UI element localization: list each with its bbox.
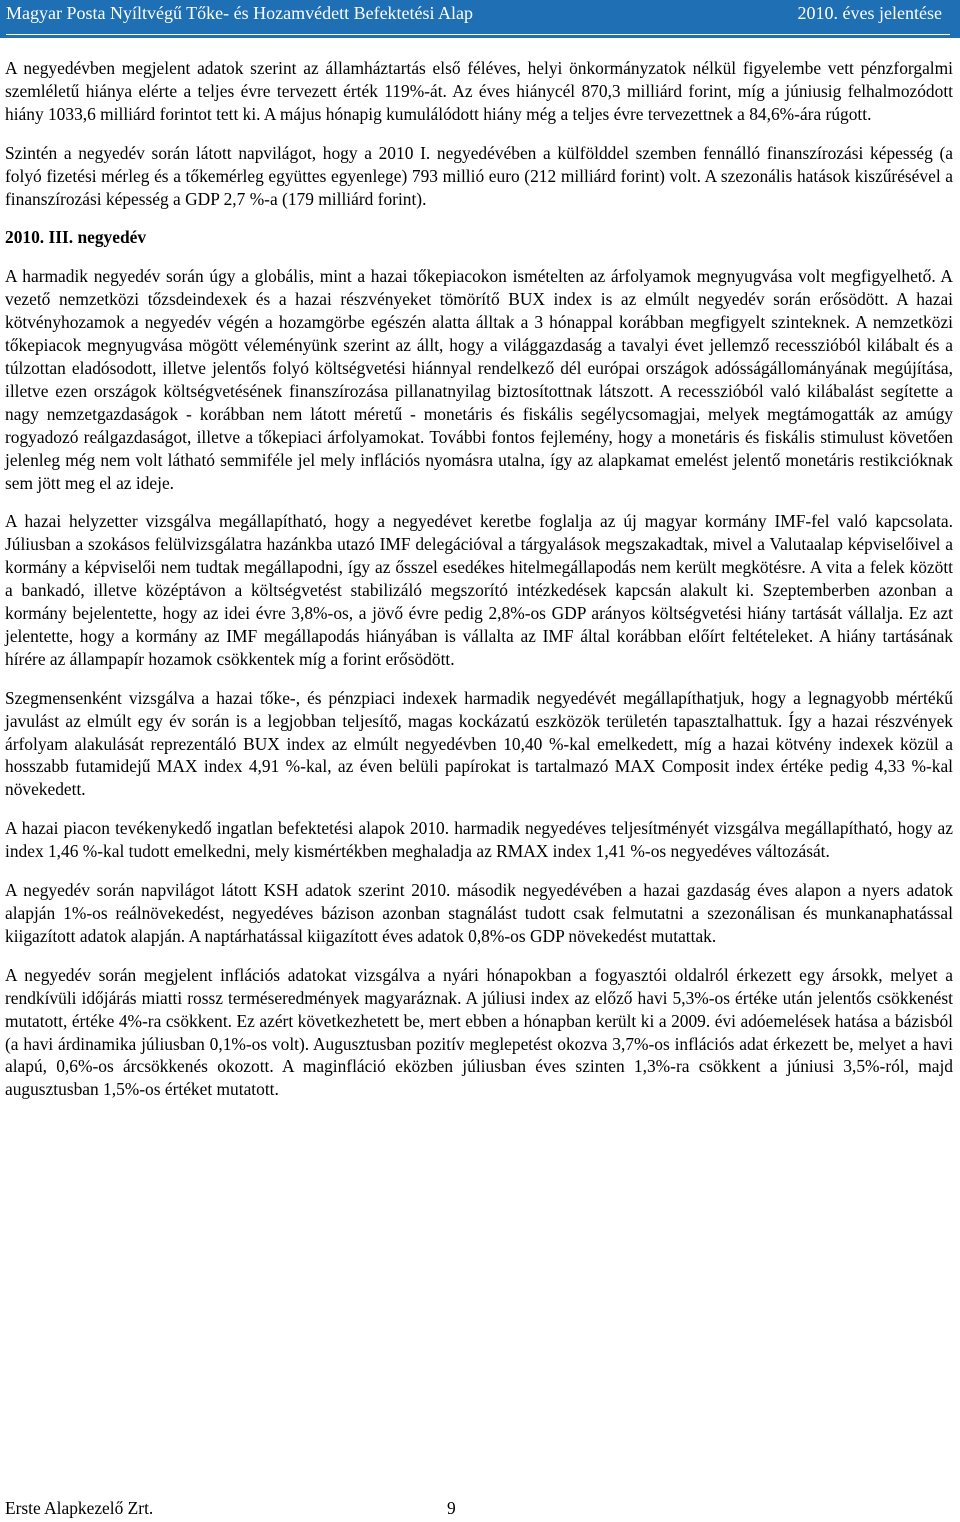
paragraph-inflation-data: A negyedév során megjelent inflációs adatokat vizsgálva a nyári hónapokban a fogyasztói oldalról érkezett egy ársokk, melyet a rendkívüli időjárás miatti rossz terméseredmények magyaráznak. A júliusi index az előző havi 5,3%-os értéke után jelentős csökkenést mutatott, értéke 4%-ra csökkent. Ez azért következhetett be, mert ebben a hónapban került ki a 2009. évi adóemelések hatása a bázisból (a havi árdinamika júliusban 0,1%-os volt). Augusztusban pozitív meglepetést okozva 3,7%-os inflációs adat érkezett be, melyet a havi alapú, 0,6%-os árcsökkenés okozott. A maginfláció eközben júliusban éves szinten 1,3%-ra csökkent a júniusi 3,5%-ról, majd augusztusban 1,5%-os értéket mutatott. [5,964,953,1100]
fund-name: Magyar Posta Nyíltvégű Tőke- és Hozamvédett Befektetési Alap [6,3,474,23]
section-heading: 2010. III. negyedév [5,227,147,248]
paragraph-capital-markets: A harmadik negyedév során úgy a globális, mint a hazai tőkepiacokon ismételten az árfolyamok megnyugvása volt megfigyelhető. A vezető nemzetközi tőzsdeindexek és a hazai részvényeket tömörítő BUX index is az elmúlt negyedév során erősödött. A hazai kötvényhozamok a negyedév végén a hozamgörbe egészén alatta álltak a 3 hónappal korábban megfigyelt szinteknek. A nemzetközi tőkepiacok megnyugvása mögött véleményünk szerint az állt, hogy a világgazdaság a tavalyi évet jellemző recesszióból kilábalt és a túlzottan eladósodott, illetve jelentős folyó költségvetési hiánnyal rendelkező dél európai országok adósságállományának megújítása, illetve ezen országok költségvetésének finanszírozása pillanatnyilag biztosítottnak látszott. A recesszióból való kilábalást segítette a nagy nemzetgazdaságok - korábban nem látott méretű - monetáris és fiskális segélycsomagjai, melyek megtámogatták az amúgy rogyadozó reálgazdaságot, illetve a tőkepiaci árfolyamokat. További fontos fejlemény, hogy a monetáris és fiskális stimulust követően jelenleg még nem volt látható semmiféle jel mely inflációs nyomásra utalna, így az alapkamat emelést jelentő monetáris restikcióknak sem jött meg el az ideje. [5,266,953,493]
paragraph-financing-capacity: Szintén a negyedév során látott napvilágot, hogy a 2010 I. negyedévében a külfölddel szemben fennálló finanszírozási képesség (a folyó fizetési mérleg és a tőkemérleg együttes egyenlege) 793 millió euro (212 milliárd forint) volt. A szezonális hatások kiszűrésével a finanszírozási képesség a GDP 2,7 %-a (179 milliárd forint). [5,142,953,209]
report-title: 2010. éves jelentése [797,3,942,23]
paragraph-gdp-data: A negyedév során napvilágot látott KSH adatok szerint 2010. második negyedévében a hazai gazdaság éves alapon a nyers adatok alapján 1%-os reálnövekedést, negyedéves bázison azonban stagnálást tudott csak felmutatni a szezonálisan és munkanaphatással kiigazított adatok alapján. A naptárhatással kiigazított éves adatok 0,8%-os GDP növekedést mutattak. [5,880,953,946]
paragraph-budget-deficit: A negyedévben megjelent adatok szerint az államháztartás első féléves, helyi önkormányzatok nélkül figyelembe vett pénzforgalmi szemléletű hiánya elérte a teljes évre tervezett érték 119%-át. Az éves hiánycél 870,3 milliárd forint, míg a júniusig felhalmozódott hiány 1033,6 milliárd forintot tett ki. A május hónapig kumulálódott hiány még a teljes évre tervezettnek a 84,6%-ára rúgott. [5,58,953,124]
page-number: 9 [447,1498,456,1518]
report-body [5,57,953,1101]
page-footer [5,1497,953,1519]
header-divider [6,34,950,35]
paragraph-imf-relations: A hazai helyzetter vizsgálva megállapítható, hogy a negyedévet keretbe foglalja az új magyar kormány IMF-fel való kapcsolata. Júliusban a szokásos felülvizsgálatra hazánkba utazó IMF delegációval a tárgyalások megszakadtak, mivel a Valutaalap képviselőivel a kormány a képviselői nem tudtak megállapodni, így az ősszel esedékes hitelmegállapodás nem került megkötésre. A vita a felek között a bankadó, illetve középtávon a költségvetést stabilizáló megszorító intézkedések kapcsán alakult ki. Szeptemberben azonban a kormány bejelentette, hogy az idei évre 3,8%-os, a jövő évre pedig 2,8%-os GDP arányos költségvetési hiány tartását vállalja. Ez azt jelentette, hogy a kormány az IMF megállapodás hiányában is vállalta az IMF által korábban előírt feltételeket. A hiány tartásának hírére az állampapír hozamok csökkentek míg a forint erősödött. [5,511,953,669]
paragraph-index-performance: Szegmensenként vizsgálva a hazai tőke-, és pénzpiaci indexek harmadik negyedévét megállapíthatjuk, hogy a legnagyobb mértékű javulást az elmúlt egy év során is a legjobban teljesítő, magas kockázatú eszközök területén tapasztalhattuk. Így a hazai részvények árfolyam alakulását reprezentáló BUX index az elmúlt negyedévben 10,40 %-kal emelkedett, míg a hazai kötvény indexek közül a hosszabb futamidejű MAX index 4,91 %-kal, az éven belüli papírokat is tartalmazó MAX Composit index értéke pedig 4,33 %-kal növekedett. [5,687,953,800]
paragraph-real-estate-funds: A hazai piacon tevékenykedő ingatlan befektetési alapok 2010. harmadik negyedéves teljesítményét vizsgálva megállapítható, hogy az index 1,46 %-kal tudott emelkedni, mely kismértékben meghaladja az RMAX index 1,41 %-os negyedéves változását. [5,818,953,862]
page-header [0,0,960,38]
footer-company-name: Erste Alapkezelő Zrt. [5,1498,154,1518]
